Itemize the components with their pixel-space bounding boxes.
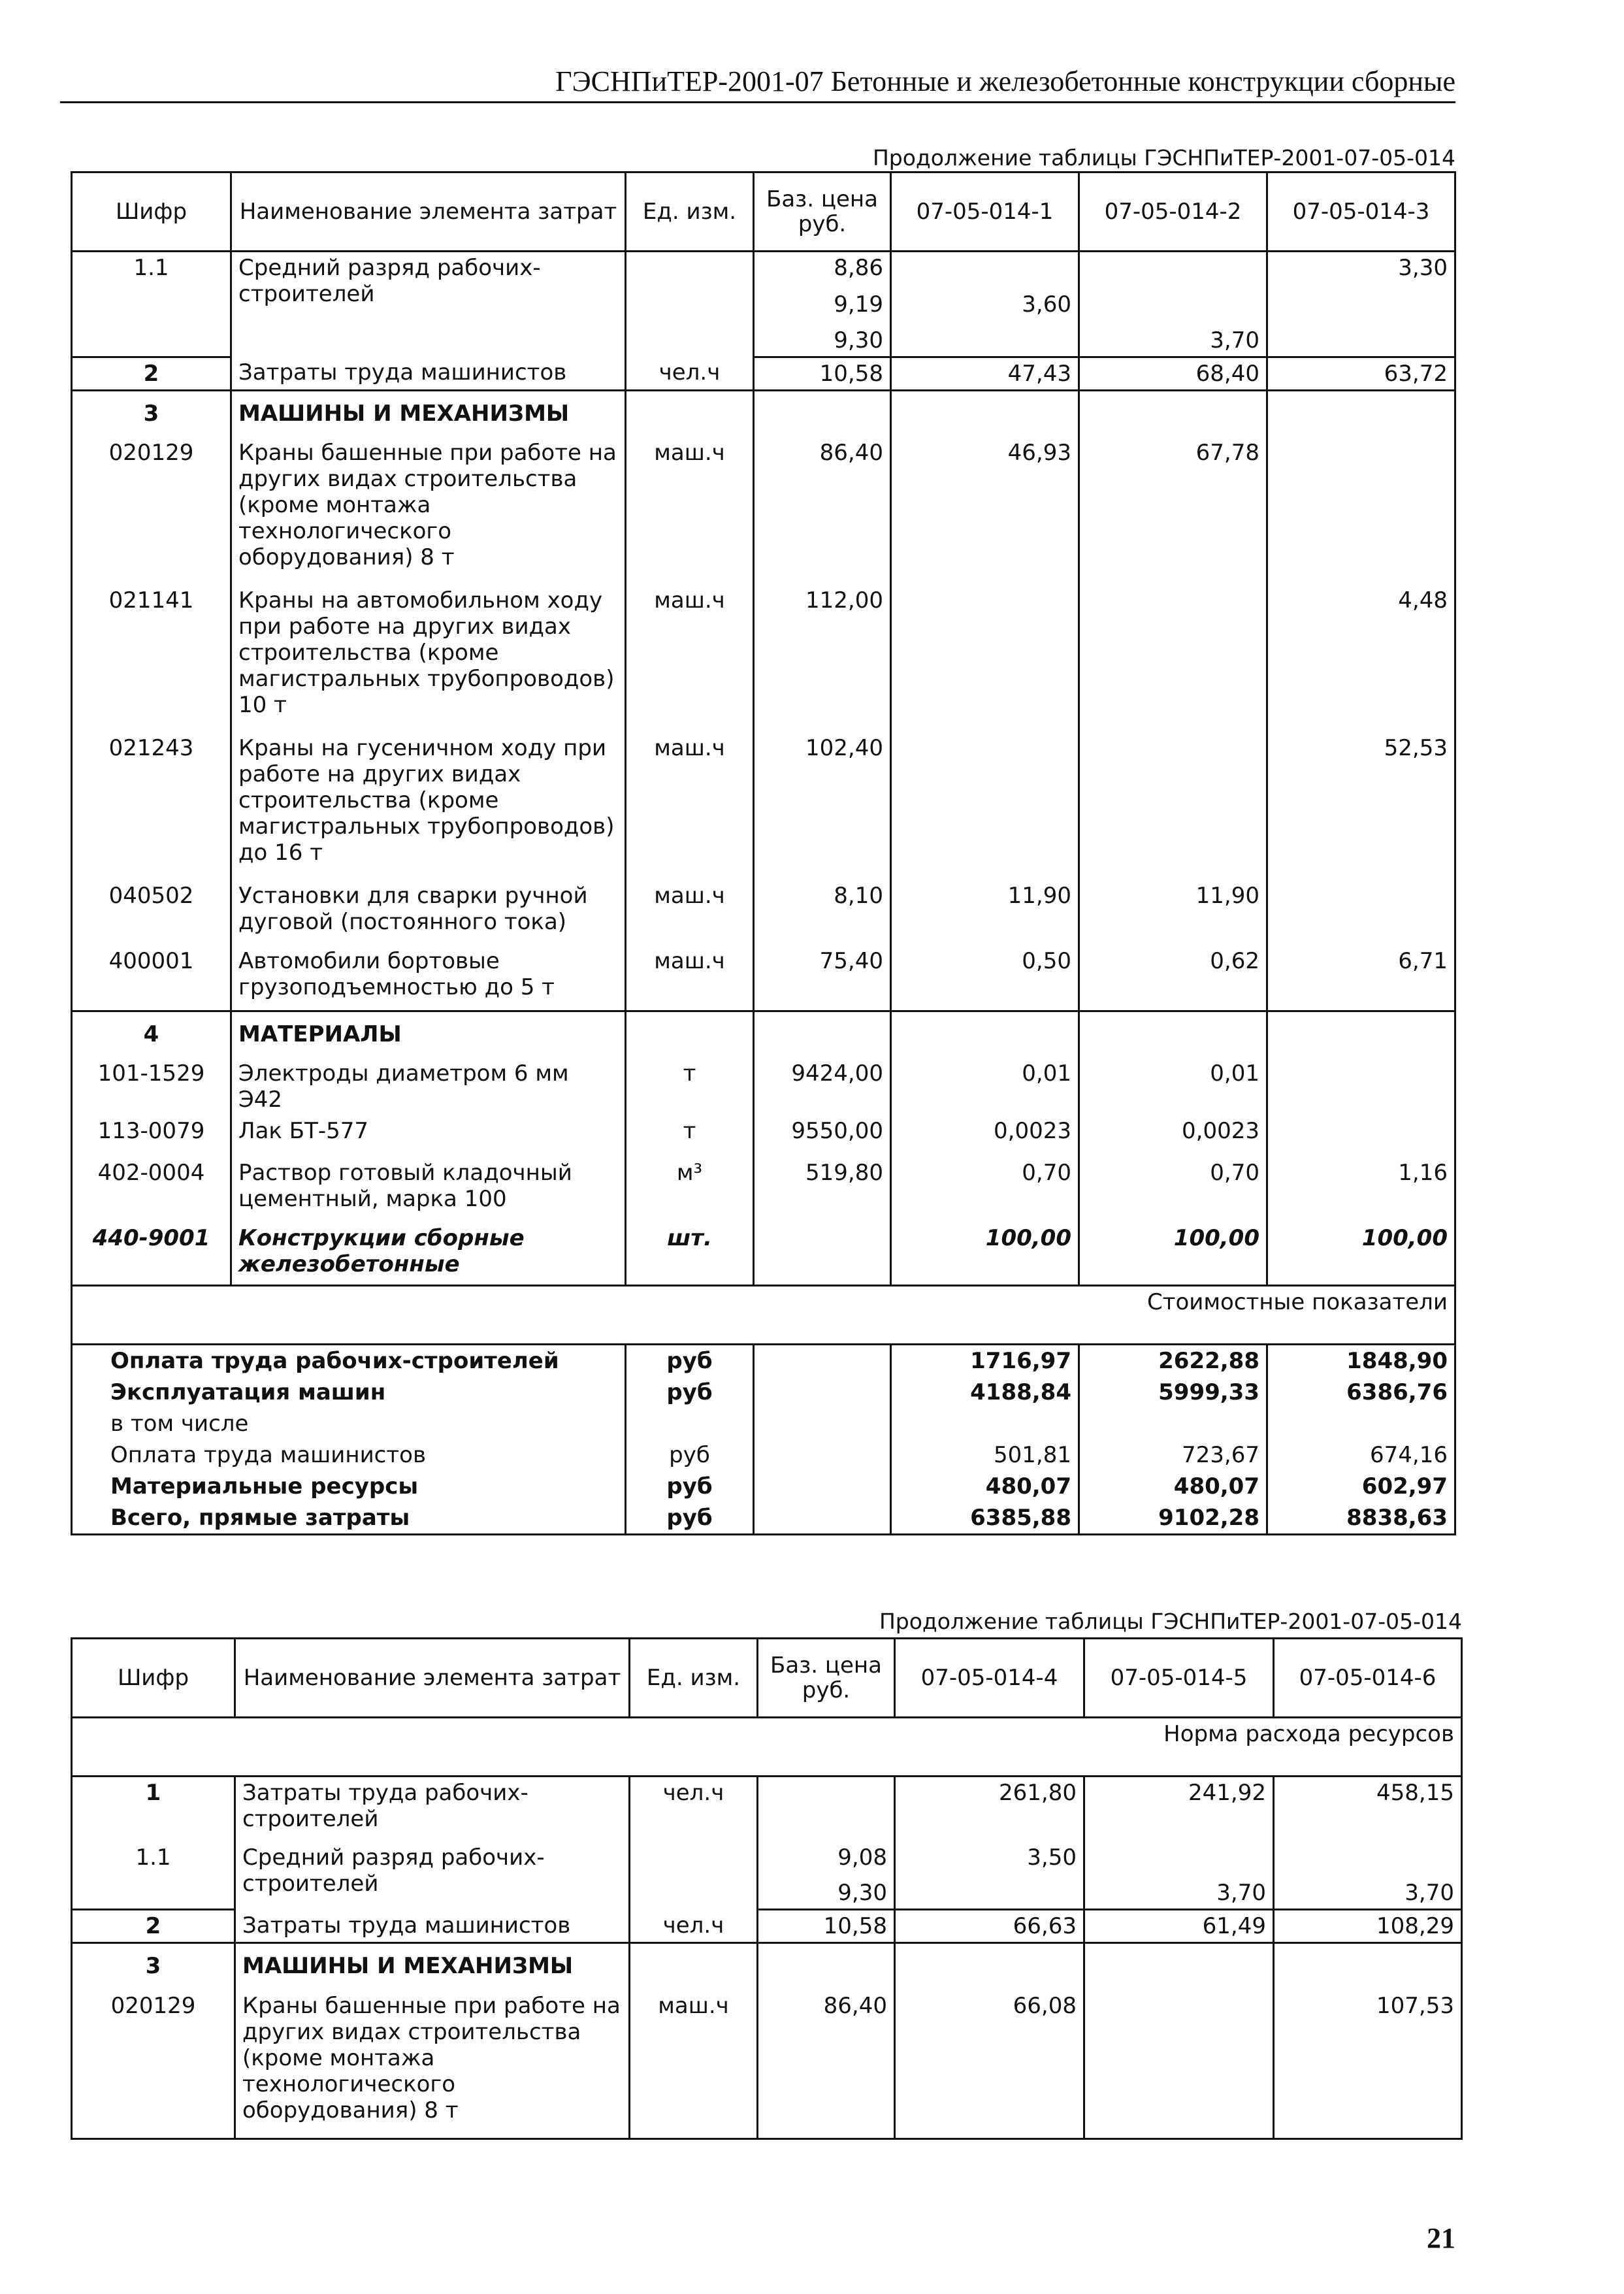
cell-v3: 3,70 (1274, 1873, 1462, 1910)
col-header-code: Шифр (72, 1639, 235, 1718)
col-header-v1: 07-05-014-4 (895, 1639, 1084, 1718)
cell-v1: 47,43 (891, 357, 1079, 390)
cell-v3: 6,71 (1267, 945, 1455, 1011)
col-header-unit: Ед. изм. (626, 172, 754, 252)
col-header-v1: 07-05-014-1 (891, 172, 1079, 252)
cell-v2: 68,40 (1079, 357, 1267, 390)
col-header-name: Наименование элемента затрат (231, 172, 626, 252)
cell-v1: 100,00 (891, 1222, 1079, 1285)
cell-price: 9,30 (758, 1873, 895, 1910)
cell-price: 9550,00 (754, 1115, 891, 1157)
cell-unit: маш.ч (626, 732, 754, 880)
cell-v3: 108,29 (1274, 1910, 1462, 1943)
cell-name: Установки для сварки ручной дуговой (постоянного тока) (231, 880, 626, 945)
table2-continuation: Продолжение таблицы ГЭСНПиТЕР-2001-07-05-014 (879, 1609, 1462, 1634)
cell-v1: 11,90 (891, 880, 1079, 945)
table-row (72, 1157, 1455, 1222)
cell-price: 9,08 (758, 1842, 895, 1873)
cell-code: 3 (72, 1943, 235, 1990)
cell-price: 8,10 (754, 880, 891, 945)
cell-name: Раствор готовый кладочный цементный, марка 100 (231, 1157, 626, 1222)
section-row (72, 1011, 1455, 1058)
col-header-price: Баз. цена руб. (758, 1639, 895, 1718)
table-row (72, 732, 1455, 880)
table-row (72, 437, 1455, 585)
col-header-code: Шифр (72, 172, 231, 252)
cost-v3: 674,16 (1267, 1439, 1455, 1471)
cell-price: 112,00 (754, 585, 891, 732)
cell-unit: маш.ч (626, 880, 754, 945)
cell-code: 021243 (72, 732, 231, 880)
cell-price: 519,80 (754, 1157, 891, 1222)
col-header-v2: 07-05-014-2 (1079, 172, 1267, 252)
cell-v1 (891, 732, 1079, 880)
table-row (72, 880, 1455, 945)
cell-v2: 67,78 (1079, 437, 1267, 585)
cost-row (72, 1377, 1455, 1408)
cell-v3: 458,15 (1274, 1777, 1462, 1842)
cost-row (72, 1408, 1455, 1439)
cell-name: МАШИНЫ И МЕХАНИЗМЫ (231, 390, 626, 437)
cell-name: Затраты труда машинистов (231, 357, 626, 390)
cell-v2: 0,01 (1079, 1058, 1267, 1115)
cell-unit: чел.ч (630, 1910, 758, 1943)
cell-v1: 66,08 (895, 1990, 1084, 2139)
table-row (72, 1910, 1462, 1943)
cell-v3: 1,16 (1267, 1157, 1455, 1222)
cell-name: Конструкции сборные железобетонные (231, 1222, 626, 1285)
cell-v1 (891, 585, 1079, 732)
col-header-v2: 07-05-014-5 (1084, 1639, 1274, 1718)
cell-code: 1.1 (72, 252, 231, 284)
cost-v2: 480,07 (1079, 1471, 1267, 1502)
cost-unit: руб (626, 1471, 754, 1502)
cell-unit: м³ (626, 1157, 754, 1222)
cell-code: 440-9001 (72, 1222, 231, 1285)
cost-label: Материальные ресурсы (72, 1471, 626, 1502)
cost-row (72, 1344, 1455, 1377)
cell-price (754, 1222, 891, 1285)
cell-name: Средний разряд рабочих-строителей (231, 252, 626, 357)
cell-code: 113-0079 (72, 1115, 231, 1157)
cell-name: Краны башенные при работе на других видах строительства (кроме монтажа технологического оборудования) 8 т (231, 437, 626, 585)
cell-v3: 100,00 (1267, 1222, 1455, 1285)
cell-price: 9,30 (754, 320, 891, 357)
cost-label: в том числе (72, 1408, 626, 1439)
cell-unit: маш.ч (626, 585, 754, 732)
table-row (72, 357, 1455, 390)
norm-header-row (72, 1718, 1462, 1777)
cost-v2: 723,67 (1079, 1439, 1267, 1471)
cell-v2: 11,90 (1079, 880, 1267, 945)
norm-header: Норма расхода ресурсов (72, 1718, 1462, 1777)
section-row (72, 1943, 1462, 1990)
table2 (71, 1637, 1463, 2140)
cell-code: 020129 (72, 437, 231, 585)
cell-unit: маш.ч (630, 1990, 758, 2139)
cost-label: Оплата труда рабочих-строителей (72, 1344, 626, 1377)
cost-v1 (891, 1408, 1079, 1439)
cell-price: 75,40 (754, 945, 891, 1011)
col-header-v3: 07-05-014-3 (1267, 172, 1455, 252)
table-row (72, 1842, 1462, 1873)
cell-code: 1.1 (72, 1842, 235, 1873)
cell-v1 (895, 1873, 1084, 1910)
cell-v1: 0,70 (891, 1157, 1079, 1222)
cell-v2 (1084, 1842, 1274, 1873)
cell-code: 040502 (72, 880, 231, 945)
cell-v2: 3,70 (1084, 1873, 1274, 1910)
page-number: 21 (1427, 2222, 1455, 2254)
cell-price: 9,19 (754, 284, 891, 320)
cell-v1: 0,01 (891, 1058, 1079, 1115)
cell-v1: 261,80 (895, 1777, 1084, 1842)
cell-v2: 241,92 (1084, 1777, 1274, 1842)
cell-v2 (1079, 732, 1267, 880)
cell-name: Краны на гусеничном ходу при работе на других видах строительства (кроме магистральных трубопроводов) до 16 т (231, 732, 626, 880)
cell-code: 402-0004 (72, 1157, 231, 1222)
cell-v2: 3,70 (1079, 320, 1267, 357)
cost-v1: 501,81 (891, 1439, 1079, 1471)
cost-v2 (1079, 1408, 1267, 1439)
cell-name: Средний разряд рабочих-строителей (235, 1842, 630, 1910)
cost-header: Стоимостные показатели (72, 1285, 1455, 1344)
cell-code: 3 (72, 390, 231, 437)
cell-v3: 107,53 (1274, 1990, 1462, 2139)
section-row (72, 390, 1455, 437)
cell-unit: маш.ч (626, 437, 754, 585)
cell-code (72, 284, 231, 320)
cell-code: 021141 (72, 585, 231, 732)
cell-name: Краны башенные при работе на других видах строительства (кроме монтажа технологического оборудования) 8 т (235, 1990, 630, 2139)
table1 (71, 171, 1456, 1535)
cell-unit: шт. (626, 1222, 754, 1285)
cell-unit: чел.ч (626, 357, 754, 390)
cell-v1: 0,0023 (891, 1115, 1079, 1157)
cell-v2 (1084, 1990, 1274, 2139)
table-row (72, 1115, 1455, 1157)
cost-v2: 9102,28 (1079, 1502, 1267, 1535)
cost-row (72, 1471, 1455, 1502)
cell-v3: 3,30 (1267, 252, 1455, 284)
cell-unit: маш.ч (626, 945, 754, 1011)
cell-unit: чел.ч (630, 1777, 758, 1842)
cost-row (72, 1439, 1455, 1471)
cell-v3 (1267, 320, 1455, 357)
cell-name: Затраты труда рабочих-строителей (235, 1777, 630, 1842)
cost-label: Оплата труда машинистов (72, 1439, 626, 1471)
cell-price: 86,40 (754, 437, 891, 585)
cell-v2: 100,00 (1079, 1222, 1267, 1285)
cell-code (72, 1873, 235, 1910)
cell-v2 (1079, 284, 1267, 320)
table-row (72, 1222, 1455, 1285)
cell-v1: 46,93 (891, 437, 1079, 585)
cost-unit (626, 1408, 754, 1439)
cell-price: 86,40 (758, 1990, 895, 2139)
cell-v2 (1079, 585, 1267, 732)
cell-v2: 0,62 (1079, 945, 1267, 1011)
cost-v2: 2622,88 (1079, 1344, 1267, 1377)
cell-v3 (1267, 1115, 1455, 1157)
table1-header-row (72, 172, 1455, 252)
table-row (72, 945, 1455, 1011)
table-row (72, 1058, 1455, 1115)
cell-v3 (1267, 437, 1455, 585)
cost-v1: 480,07 (891, 1471, 1079, 1502)
cell-v1: 3,60 (891, 284, 1079, 320)
table2-header-row (72, 1639, 1462, 1718)
cell-v3 (1274, 1842, 1462, 1873)
cell-code: 400001 (72, 945, 231, 1011)
cell-v3: 52,53 (1267, 732, 1455, 880)
cell-v1 (891, 320, 1079, 357)
cost-v3: 602,97 (1267, 1471, 1455, 1502)
cell-price: 10,58 (754, 357, 891, 390)
cell-name: МАТЕРИАЛЫ (231, 1011, 626, 1058)
cell-name: Затраты труда машинистов (235, 1910, 630, 1943)
cell-name: Краны на автомобильном ходу при работе на других видах строительства (кроме магистральных трубопроводов) 10 т (231, 585, 626, 732)
cell-price (758, 1777, 895, 1842)
cost-v1: 6385,88 (891, 1502, 1079, 1535)
cell-code: 4 (72, 1011, 231, 1058)
cost-header-row (72, 1285, 1455, 1344)
cell-code: 1 (72, 1777, 235, 1842)
cell-price: 8,86 (754, 252, 891, 284)
cell-name: Лак БТ-577 (231, 1115, 626, 1157)
cell-unit: т (626, 1115, 754, 1157)
cell-code: 101-1529 (72, 1058, 231, 1115)
cell-code: 020129 (72, 1990, 235, 2139)
cell-v2 (1079, 252, 1267, 284)
cell-v2: 61,49 (1084, 1910, 1274, 1943)
cell-v1: 3,50 (895, 1842, 1084, 1873)
cell-name: МАШИНЫ И МЕХАНИЗМЫ (235, 1943, 630, 1990)
cost-v3 (1267, 1408, 1455, 1439)
table1-continuation: Продолжение таблицы ГЭСНПиТЕР-2001-07-05-014 (872, 145, 1455, 171)
cost-label: Эксплуатация машин (72, 1377, 626, 1408)
cost-unit: руб (626, 1502, 754, 1535)
cost-v1: 4188,84 (891, 1377, 1079, 1408)
cell-v1 (891, 252, 1079, 284)
cell-unit (630, 1842, 758, 1910)
cell-unit: т (626, 1058, 754, 1115)
cell-v1: 66,63 (895, 1910, 1084, 1943)
cell-v3 (1267, 284, 1455, 320)
table-row (72, 585, 1455, 732)
cost-label: Всего, прямые затраты (72, 1502, 626, 1535)
col-header-name: Наименование элемента затрат (235, 1639, 630, 1718)
cell-name: Автомобили бортовые грузоподъемностью до 5 т (231, 945, 626, 1011)
cell-price: 10,58 (758, 1910, 895, 1943)
cost-v3: 6386,76 (1267, 1377, 1455, 1408)
cost-v2: 5999,33 (1079, 1377, 1267, 1408)
cell-v2: 0,70 (1079, 1157, 1267, 1222)
cost-row (72, 1502, 1455, 1535)
cost-v3: 1848,90 (1267, 1344, 1455, 1377)
cell-unit (626, 252, 754, 357)
cell-v3: 63,72 (1267, 357, 1455, 390)
cost-v1: 1716,97 (891, 1344, 1079, 1377)
table-row (72, 252, 1455, 284)
cell-v3 (1267, 1058, 1455, 1115)
table-row (72, 1777, 1462, 1842)
col-header-price: Баз. цена руб. (754, 172, 891, 252)
col-header-unit: Ед. изм. (630, 1639, 758, 1718)
cell-price: 9424,00 (754, 1058, 891, 1115)
table-row (72, 1990, 1462, 2139)
cost-unit: руб (626, 1344, 754, 1377)
col-header-v3: 07-05-014-6 (1274, 1639, 1462, 1718)
cost-unit: руб (626, 1439, 754, 1471)
cell-v3: 4,48 (1267, 585, 1455, 732)
cell-code: 2 (72, 357, 231, 390)
cell-name: Электроды диаметром 6 мм Э42 (231, 1058, 626, 1115)
cell-v1: 0,50 (891, 945, 1079, 1011)
cost-v3: 8838,63 (1267, 1502, 1455, 1535)
cell-v3 (1267, 880, 1455, 945)
running-header: ГЭСНПиТЕР-2001-07 Бетонные и железобетонные конструкции сборные (60, 62, 1455, 103)
cell-code: 2 (72, 1910, 235, 1943)
cell-code (72, 320, 231, 357)
cost-unit: руб (626, 1377, 754, 1408)
cell-v2: 0,0023 (1079, 1115, 1267, 1157)
cell-price: 102,40 (754, 732, 891, 880)
